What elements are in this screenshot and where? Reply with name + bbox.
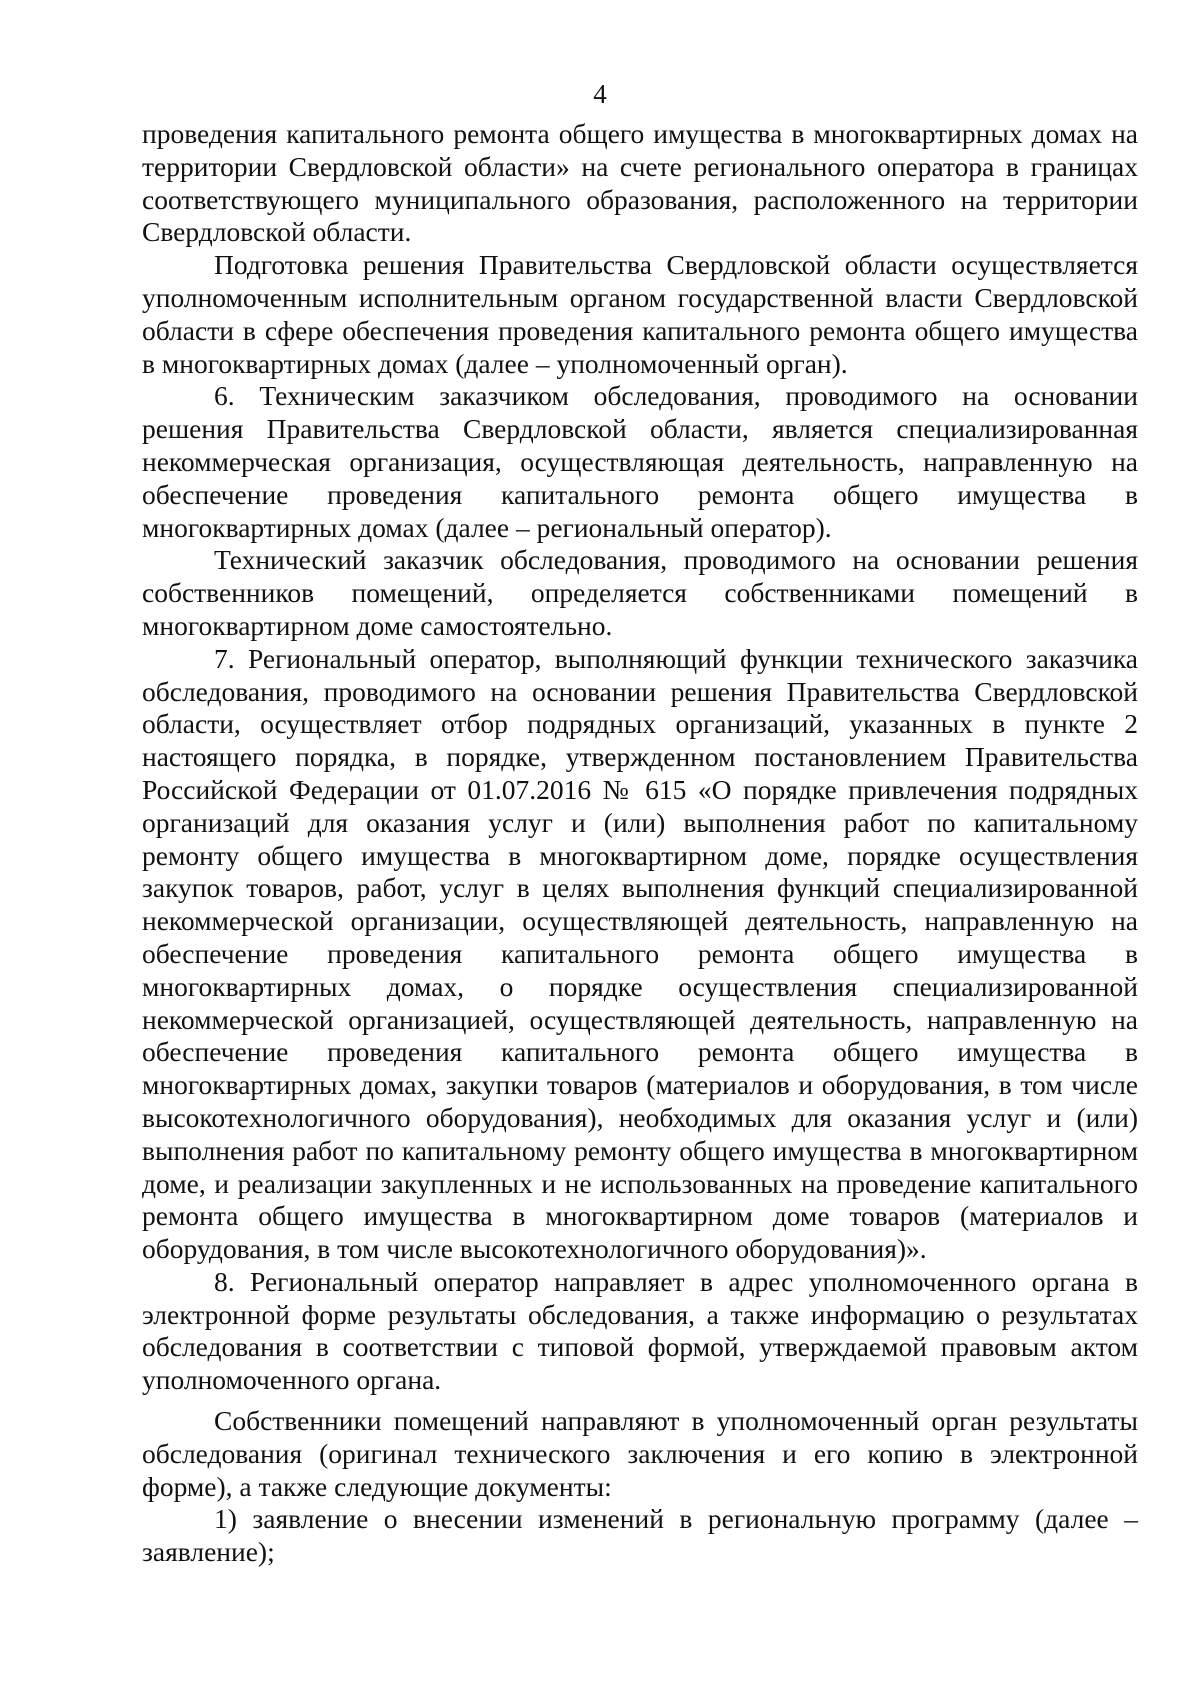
list-item-1: 1) заявление о внесении изменений в региональную программу (далее – заявление); xyxy=(142,1503,1138,1568)
paragraph-item-6: 6. Техническим заказчиком обследования, проводимого на основании решения Правительства Свердловской области, является специализированная некоммерческая организация, осуществляющая деятельность, направленную на обеспечение проведения капитального ремонта общего имущества в многоквартирных домах (далее – региональный оператор). xyxy=(142,380,1138,543)
paragraph-preparation-decision: Подготовка решения Правительства Свердловской области осуществляется уполномоченным исполнительным органом государственной власти Свердловской области в сфере обеспечения проведения капитального ремонта общего имущества в многоквартирных домах (далее – уполномоченный орган). xyxy=(142,249,1138,379)
page-number: 4 xyxy=(593,79,607,109)
paragraph-item-8: 8. Региональный оператор направляет в адрес уполномоченного органа в электронной форме результаты обследования, а также информацию о результатах обследования в соответствии с типовой формой, утверждаемой правовым актом уполномоченного органа. xyxy=(142,1265,1138,1396)
paragraph-technical-customer: Технический заказчик обследования, проводимого на основании решения собственников помещений, определяется собственниками помещений в многоквартирном доме самостоятельно. xyxy=(142,544,1138,641)
document-body xyxy=(142,118,1138,1569)
paragraph-owners-submit: Собственники помещений направляют в уполномоченный орган результаты обследования (оригинал технического заключения и его копию в электронной форме), а также следующие документы: xyxy=(142,1405,1138,1502)
paragraph-continuation: проведения капитального ремонта общего имущества в многоквартирных домах на территории Свердловской области» на счете регионального оператора в границах соответствующего муниципального образования, расположенного на территории Свердловской области. xyxy=(142,118,1138,248)
paragraph-item-7: 7. Региональный оператор, выполняющий функции технического заказчика обследования, проводимого на основании решения Правительства Свердловской области, осуществляет отбор подрядных организаций, указанных в пункте 2 настоящего порядка, в порядке, утвержденном постановлением Правительства Российской Федерации от 01.07.2016 № 615 «О порядке привлечения подрядных организаций для оказания услуг и (или) выполнения работ по капитальному ремонту общего имущества в многоквартирном доме, порядке осуществления закупок товаров, работ, услуг в целях выполнения функций специализированной некоммерческой организации, осуществляющей деятельность, направленную на обеспечение проведения капитального ремонта общего имущества в многоквартирных домах, о порядке осуществления специализированной некоммерческой организацией, осуществляющей деятельность, направленную на обеспечение проведения капитального ремонта общего имущества в многоквартирных домах, закупки товаров (материалов и оборудования, в том числе высокотехнологичного оборудования), необходимых для оказания услуг и (или) выполнения работ по капитальному ремонту общего имущества в многоквартирном доме, и реализации закупленных и не использованных на проведение капитального ремонта общего имущества в многоквартирном доме товаров (материалов и оборудования, в том числе высокотехнологичного оборудования)». xyxy=(142,642,1138,1265)
